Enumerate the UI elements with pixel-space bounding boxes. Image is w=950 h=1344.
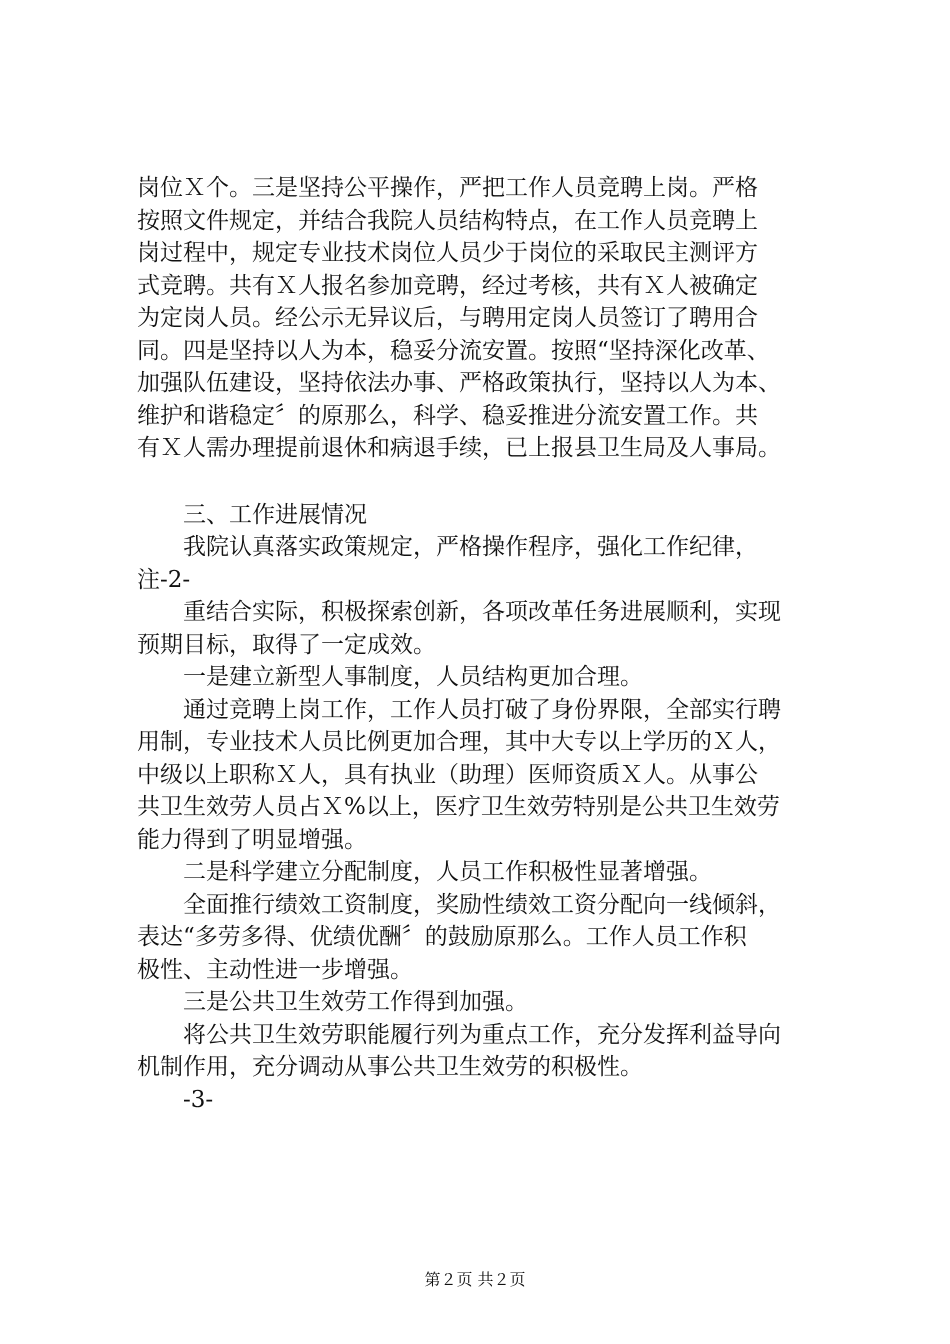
text-line: 机制作用，充分调动从事公共卫生效劳的积极性。 [137,1054,643,1080]
text-line: 式竞聘。共有Ｘ人报名参加竞聘，经过考核，共有Ｘ人被确定 [137,272,758,299]
paragraph-gap [137,465,847,499]
text-line: 我院认真落实政策规定，严格操作程序，强化工作纪律， [183,534,758,560]
section-heading: 三、工作进展情况 [183,501,367,528]
item-3-title: 三是公共卫生效劳工作得到加强。 [183,989,528,1015]
text-line: 共卫生效劳人员占Ｘ%以上，医疗卫生效劳特别是公共卫生效劳 [137,794,780,820]
paragraph-1 [137,172,847,465]
text-line: 重结合实际，积极探索创新，各项改革任务进展顺利，实现 [183,599,781,625]
text-line: 通过竞聘上岗工作，工作人员打破了身份界限，全部实行聘 [183,696,781,723]
text-line: 全面推行绩效工资制度，奖励性绩效工资分配向一线倾斜， [183,891,781,918]
text-line: 岗过程中，规定专业技术岗位人员少于岗位的采取民主测评方 [137,240,758,266]
document-body [137,172,847,1116]
page-marker: -3- [183,1086,214,1113]
text-line: 同。四是坚持以人为本，稳妥分流安置。按照“坚持深化改革、 [137,337,770,364]
text-line: 为定岗人员。经公示无异议后，与聘用定岗人员签订了聘用合 [137,305,758,331]
item-1-paragraph [137,694,847,857]
text-line: 岗位Ｘ个。三是坚持公平操作，严把工作人员竞聘上岗。严格 [137,175,758,201]
text-line: 能力得到了明显增强。 [137,826,367,853]
item-1-title: 一是建立新型人事制度，人员结构更加合理。 [183,664,643,690]
text-line: 维护和谐稳定〞的原那么，科学、稳妥推进分流安置工作。共 [137,402,758,429]
page-footer: 第２页 共２页 [424,1270,526,1289]
intro-paragraph [137,531,847,661]
item-3-paragraph [137,1019,847,1084]
text-line: 有Ｘ人需办理提前退休和病退手续，已上报县卫生局及人事局。 [137,435,781,461]
text-line: 中级以上职称Ｘ人，具有执业（助理）医师资质Ｘ人。从事公 [137,761,758,788]
text-line: 将公共卫生效劳职能履行列为重点工作，充分发挥利益导向 [183,1021,781,1048]
item-2-title: 二是科学建立分配制度，人员工作积极性显著增强。 [183,859,712,885]
text-line: 预期目标，取得了一定成效。 [137,631,436,658]
text-line: 极性、主动性进一步增强。 [137,956,413,983]
item-2-paragraph [137,889,847,987]
text-line: 用制，专业技术人员比例更加合理，其中大专以上学历的Ｘ人， [137,729,781,755]
text-line: 表达“多劳多得、优绩优酬〞的鼓励原那么。工作人员工作积 [137,924,747,950]
text-line: 加强队伍建设，坚持依法办事、严格政策执行，坚持以人为本、 [137,370,781,396]
text-line: 注-2- [137,566,191,593]
text-line: 按照文件规定，并结合我院人员结构特点，在工作人员竞聘上 [137,207,758,234]
